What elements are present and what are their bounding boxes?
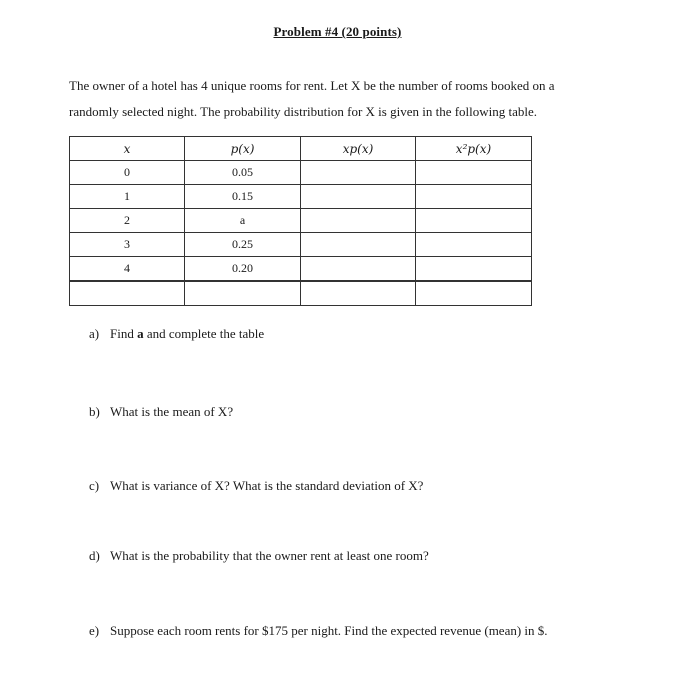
question-label: d) (89, 548, 100, 563)
cell-xpx[interactable] (301, 161, 416, 185)
question-c (89, 478, 423, 494)
cell-px: 0.15 (185, 185, 301, 209)
header-xpx: xp(x) (301, 137, 416, 161)
question-bold-term: a (137, 326, 144, 341)
header-px: p(x) (185, 137, 301, 161)
cell-xpx[interactable] (301, 257, 416, 282)
cell-px: a (185, 209, 301, 233)
cell-px: 0.05 (185, 161, 301, 185)
cell-xpx[interactable] (301, 185, 416, 209)
question-text: What is the probability that the owner rent at least one room? (110, 548, 429, 563)
table-header-row (70, 137, 532, 161)
question-text: Suppose each room rents for $175 per night. Find the expected revenue (mean) in $. (110, 623, 548, 638)
intro-line-1: The owner of a hotel has 4 unique rooms for rent. Let X be the number of rooms booked on a (69, 78, 555, 93)
cell-x2px[interactable] (416, 257, 532, 282)
cell-xpx[interactable] (301, 281, 416, 306)
header-x: x (70, 137, 185, 161)
cell-px[interactable] (185, 281, 301, 306)
cell-x2px[interactable] (416, 281, 532, 306)
cell-x2px[interactable] (416, 209, 532, 233)
table-row (70, 257, 532, 282)
cell-x: 1 (70, 185, 185, 209)
problem-title: Problem #4 (20 points) (273, 24, 402, 39)
cell-x2px[interactable] (416, 161, 532, 185)
question-label: c) (89, 478, 100, 493)
table-row (70, 185, 532, 209)
cell-px: 0.20 (185, 257, 301, 282)
cell-x: 4 (70, 257, 185, 282)
question-a (89, 326, 264, 342)
intro-line-2: randomly selected night. The probability distribution for X is given in the following table. (69, 104, 538, 119)
problem-intro (69, 73, 629, 125)
question-e (89, 623, 548, 639)
cell-xpx[interactable] (301, 209, 416, 233)
table-row (70, 209, 532, 233)
question-text-prefix: Find (110, 326, 138, 341)
probability-distribution-table (69, 136, 532, 306)
question-label: b) (89, 404, 100, 419)
cell-x: 2 (70, 209, 185, 233)
cell-x2px[interactable] (416, 185, 532, 209)
question-b (89, 404, 233, 420)
question-label: a) (89, 326, 100, 341)
question-text-suffix: and complete the table (143, 326, 265, 341)
cell-x: 0 (70, 161, 185, 185)
cell-x (70, 281, 185, 306)
header-x2px: x²p(x) (416, 137, 532, 161)
cell-xpx[interactable] (301, 233, 416, 257)
question-text: What is the mean of X? (110, 404, 234, 419)
cell-x: 3 (70, 233, 185, 257)
table-total-row (70, 281, 532, 306)
question-d (89, 548, 429, 564)
cell-x2px[interactable] (416, 233, 532, 257)
cell-px: 0.25 (185, 233, 301, 257)
table-row (70, 233, 532, 257)
table-row (70, 161, 532, 185)
question-text: What is variance of X? What is the standard deviation of X? (110, 478, 424, 493)
question-label: e) (89, 623, 100, 638)
